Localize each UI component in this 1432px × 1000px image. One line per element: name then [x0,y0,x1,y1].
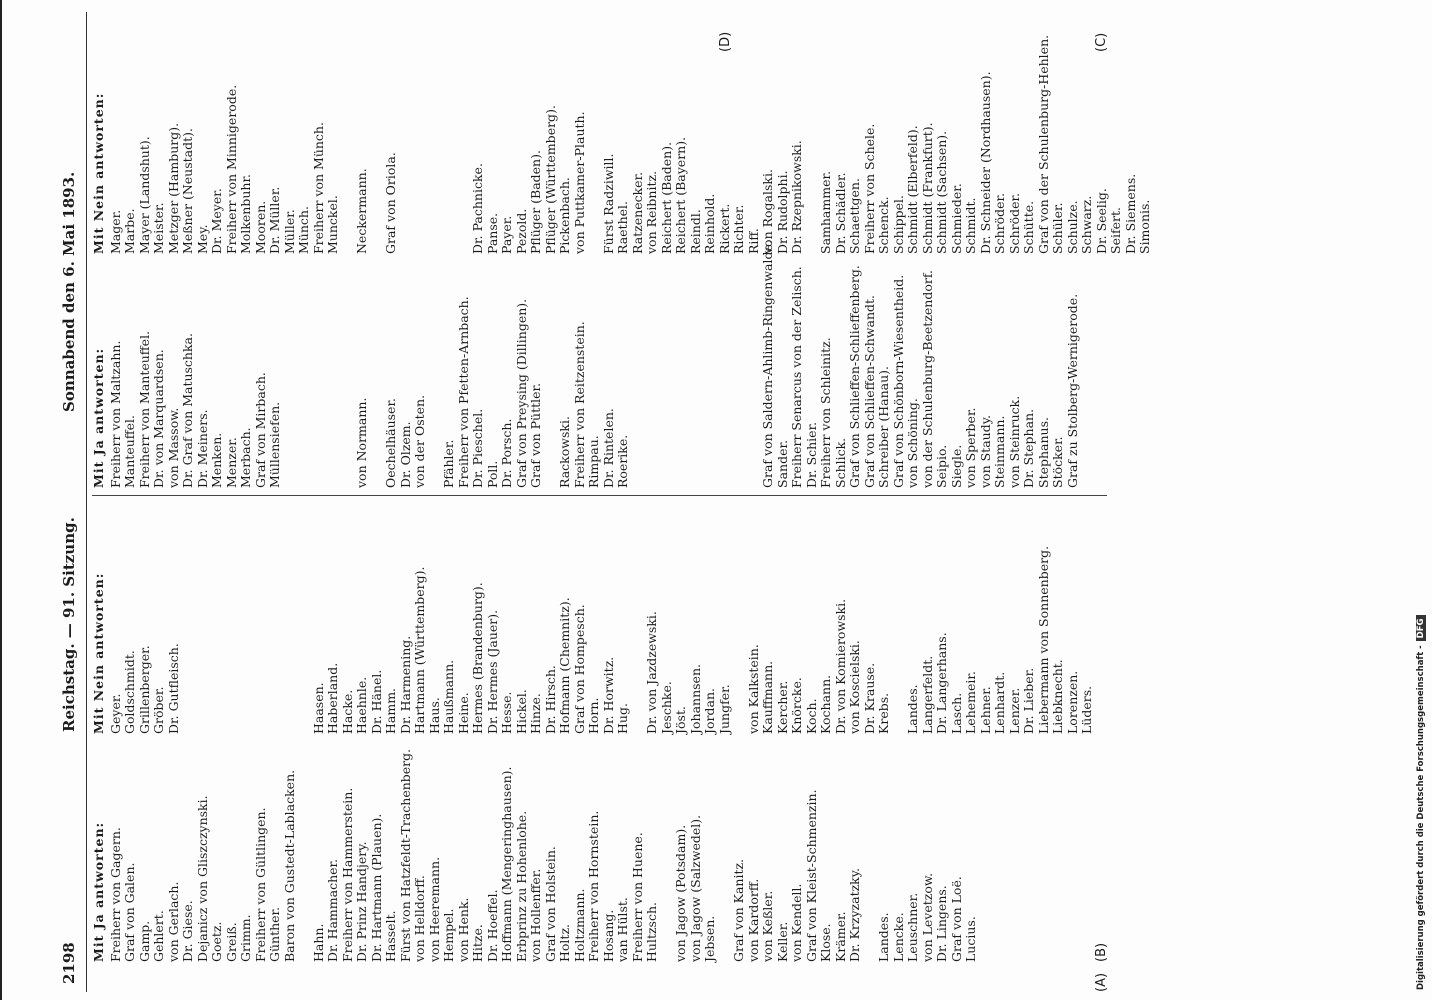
list-item: Dr. Langerhans. [934,632,949,734]
list-item: Hacke. [339,689,355,734]
page-number: 2198 [60,942,78,984]
list-item: Langerfeldt. [919,655,935,734]
list-item: Hahn. [310,923,326,962]
list-item: Lenzer. [1006,687,1022,734]
list-item: Liebermann von Sonnenberg. [1035,545,1051,734]
page-header [58,12,86,992]
list-item: von Levetzow. [919,872,935,962]
list-item: Graf von Kanitz. [731,858,746,962]
list-item: Freiherr von Minnigerode. [223,84,239,254]
list-item: Oechelhäuser. [383,397,398,488]
list-item: Schmieder. [948,183,964,254]
list-item: Steinmann. [992,415,1007,488]
list-item: Stephanus. [1035,417,1051,488]
list-item: Hinze. [528,693,543,734]
list-item: Graf von Püttler. [528,382,543,488]
list-item: Reinhold. [702,193,717,254]
list-item: Hultzsch. [644,902,659,962]
list-item: Freiherr von Hammerstein. [339,787,355,962]
list-item: Greiß. [223,922,239,962]
name-block [109,268,283,488]
list-item: von Schöning. [905,398,920,488]
name-block [674,742,718,962]
list-item: Freiherr Senarcus von der Zelisch. [789,266,804,488]
list-item: Poll. [484,460,500,488]
list-item: Menzer. [223,437,239,488]
credit-text: Digitalisierung gefördert durch die Deutsche Forschungsgemeinschaft - [1416,645,1426,990]
list-item: Dr. Hammacher. [325,858,340,962]
list-item: Fürst von Hatzfeldt-Trachenberg. [397,748,413,962]
list-item: Mey. [194,224,210,254]
list-item: von Kendell. [789,883,804,962]
name-block [558,268,631,488]
list-item: Freiherr von Pfetten-Arnbach. [455,296,471,488]
list-item: Gehlert. [151,910,166,962]
name-block [109,34,341,254]
list-item: Graf zu Stolberg-Wernigerode. [1064,293,1080,488]
list-item: Dr. Lieber. [1021,667,1036,734]
list-item: Richter. [731,204,746,254]
list-item: Metzger (Hamburg). [165,122,181,254]
list-item: Roerike. [615,434,630,488]
list-item: Dr. Gutfleisch. [165,643,181,734]
list-item: Sander. [774,439,790,488]
list-item: Merbach. [238,427,253,488]
name-block [355,268,370,488]
list-item: Hempel. [441,908,456,962]
list-item: Dr. Krzyzatzky. [847,867,862,962]
list-item: Hitze. [470,924,485,962]
list-item: Rickert. [716,203,732,254]
list-item: Schmidt (Frankfurt). [919,122,935,254]
list-item: Kercher. [774,680,790,734]
list-item: Schaettgen. [847,178,862,254]
list-item: Pezold. [513,208,529,254]
list-item: Dr. Pieschel. [470,408,485,488]
list-item: Haußmann. [441,659,456,734]
list-item: von Helldorff. [412,875,427,962]
column-gap [413,34,471,254]
list-item: Jordan. [702,688,717,734]
list-item: Dr. von Marquardsen. [151,349,166,488]
list-item: Dr. Porsch. [499,418,514,488]
list-item: Kauffmann. [760,660,775,734]
list-item: Freiherr von Maltzahn. [107,340,123,488]
name-block [760,240,1080,488]
list-item: Pflüger (Württemberg). [542,105,558,254]
list-item: Dr. Giese. [180,900,195,962]
list-item: Horn. [586,697,601,734]
list-item: Dr. Schädler. [832,172,848,254]
list-item: Lucius. [963,916,978,962]
list-item: Knörcke. [789,677,804,734]
list-item: Geyer. [107,693,123,734]
list-item: Klose. [818,923,833,962]
list-item: Graf von Schlieffen-Schlieffenberg. [847,265,862,488]
list-item: Dr. Schier. [803,421,819,488]
list-item: Hickel. [513,689,529,734]
list-item: Dr. Hoeffel. [484,889,500,962]
list-item: Holtz. [557,923,572,962]
list-item: Graf von Holstein. [542,846,558,962]
list-item: Munckel. [325,195,340,254]
list-item: Lenhardt. [992,671,1007,734]
list-item: Dr. Meyer. [209,188,224,254]
list-item: von Staudy. [977,414,993,488]
column-heading: Mit Ja antworten: [91,347,106,488]
list-item: Hasselt. [383,910,398,962]
name-block [109,514,182,734]
list-item: Graf von Saldern-Ahlimb-Ringenwalde. [760,240,775,488]
column-gap [645,268,761,488]
list-item: von der Schulenburg-Beetzendorf. [919,269,935,488]
scan-edge-line [0,0,2,1000]
list-item: van Hülst. [615,897,630,962]
name-block [645,514,732,734]
column-heading: Mit Nein antworten: [91,572,106,734]
list-item: Schmidt (Elberfeld). [905,125,920,254]
list-item: Haus. [426,697,442,734]
list-item: Hofmann (Chemnitz). [557,597,572,734]
list-item: Hermes (Brandenburg). [470,582,485,734]
list-item: Freiherr von Gagern. [107,827,123,962]
list-item: von Normann. [354,397,369,488]
list-item: Dr. Schneider (Nordhausen). [977,71,993,254]
list-item: Freiherr von Münch. [310,122,326,254]
list-item: Reichert (Baden). [658,141,674,254]
list-item: Haehnle. [354,676,369,734]
dfg-logo: DFG [1416,615,1426,641]
list-item: Dr. Siemens. [1122,173,1138,254]
name-block [600,31,805,254]
list-item: Ratzenecker. [629,171,645,254]
list-item: Baron von Gustedt-Lablacken. [281,769,297,962]
list-item: Panse. [484,212,500,254]
list-item: Meßner (Neustadt). [180,128,195,254]
session-date: Sonnabend den 6. Mai 1893. [60,171,78,412]
list-item: Lasch. [948,692,964,734]
name-block [877,742,979,962]
list-item: von Heeremann. [426,856,442,962]
column-nein-2 [91,31,1167,254]
list-item: Hesse. [499,691,514,734]
list-item: von Kardorff. [745,878,761,962]
list-item: Keller. [774,921,790,962]
list-item: Dr. Hermes (Jauer). [484,609,500,734]
list-item: Dr. Prinz Handjery. [354,841,369,962]
list-item: Schüler. [1050,202,1065,254]
list-item: Graf von Hompesch. [571,604,587,734]
name-block [384,34,399,254]
list-item: Müller. [281,209,297,254]
list-item: Graf von Loë. [948,876,964,962]
list-item: von Jagow (Potsdam). [673,824,688,962]
list-item: Goetz. [209,921,224,962]
list-item: Graf von der Schulenburg-Hehlen. [1035,34,1051,254]
list-item: Grillenberger. [136,645,152,734]
list-item: Dr. Meiners. [194,409,210,488]
list-item: Pickenbach. [557,177,572,254]
list-item: Hosang. [600,909,616,962]
list-item: Hamm. [383,687,398,734]
list-item: Hoffmann (Mengeringhausen). [499,766,514,962]
list-item: Graf von Kleist-Schmenzin. [803,789,819,962]
list-item: Dr. Seelig. [1093,188,1109,254]
list-item: Dr. Olzem. [397,421,413,488]
list-item: Graf von Schönborn-Wiesentheid. [890,274,906,488]
list-item: Johannsen. [687,664,703,734]
list-item: Schütte. [1021,200,1036,254]
list-item: Dr. Horwitz. [600,656,616,734]
list-item: Freiherr von Reitzenstein. [571,321,587,488]
list-item: von Henk. [455,897,471,962]
list-item: Dr. Müller. [267,186,282,254]
list-item: Kochann. [818,674,833,734]
list-item: Graf von Galen. [122,862,137,962]
list-item: Münch. [296,206,311,254]
list-item: Graf von Mirbach. [252,372,268,488]
list-item: Mager. [107,209,123,254]
list-item: Rimpau. [586,435,601,488]
header-rule [86,12,87,992]
digitization-credit [1416,615,1426,990]
list-item: Reindl. [687,209,703,254]
name-block [312,514,631,734]
column-gap [196,514,312,734]
list-item: von Sperber. [963,407,978,488]
list-item: Freiherr von Schleinitz. [818,337,833,488]
list-item: Liebknecht. [1050,659,1065,734]
list-item: Dr. Krause. [861,662,877,734]
list-item: Reichert (Bayern). [673,136,688,254]
list-item: Dr. Rintelen. [600,408,616,488]
name-block [747,514,892,734]
list-item: Graf von Preysing (Dillingen). [513,298,529,488]
list-item: Lehemeir. [963,671,978,734]
list-item: Mooren. [252,200,268,254]
column-gap [297,268,355,488]
list-item: Freiherr von Hornstein. [586,810,601,962]
margin-marker-d: (D) [718,31,733,52]
name-block [442,268,544,488]
list-item: Freiherr von Manteuffel. [136,330,152,488]
list-item: Jöst. [673,706,688,734]
list-item: Leuschner. [905,892,920,962]
margin-marker-b: (B) [1094,942,1109,962]
list-item: Freiherr von Gültlingen. [252,807,268,962]
column-divider [92,495,1107,496]
list-item: Dr. Hartmann (Plauen). [368,813,384,962]
column-heading: Mit Ja antworten: [91,821,106,962]
list-item: Jebsen. [702,915,717,962]
list-item: von Rogalski. [760,169,775,254]
list-item: von Gerlach. [165,881,181,962]
list-item: Dr. Graf von Matuschka. [180,333,195,488]
list-item: Samhammer. [818,170,833,254]
list-item: Dr. Harmening. [397,635,413,734]
list-item: Seipio. [934,444,949,488]
list-item: Dr. Rudolphi. [774,170,790,254]
list-item: Manteuffel. [122,414,137,488]
list-item: von Hollenffer. [528,868,543,962]
name-block [355,34,370,254]
list-item: Hug. [615,703,630,734]
list-item: Jeschke. [658,681,674,734]
list-item: Landes. [905,684,920,734]
list-item: Gamp. [136,920,152,962]
list-item: von Reibnitz. [644,170,659,254]
list-item: Jungfer. [716,684,732,734]
list-item: Pflüger (Baden). [528,150,543,254]
list-item: Freiherr von Schele. [861,123,877,254]
list-item: Riff. [745,228,761,254]
list-item: Schmidt. [963,197,978,254]
name-block [312,742,660,962]
list-item: Gröber. [151,686,166,734]
name-block [471,34,587,254]
list-item: Fürst Radziwill. [600,153,616,254]
list-item: Lorenzen. [1064,670,1080,734]
list-item: Dr. Stephan. [1021,408,1036,488]
column-ja-1 [92,742,993,962]
list-item: Molkenbuhr. [238,173,253,254]
list-item: Freiherr von Huene. [629,832,645,962]
list-item: von der Osten. [412,394,427,488]
list-item: Marbe. [122,208,137,254]
list-item: Schlick. [832,437,848,488]
list-item: Dr. Hänel. [368,669,384,734]
session-title: Reichstag. — 91. Sitzung. [60,517,78,732]
list-item: Landes. [876,912,891,962]
list-item: Krebs. [876,692,891,734]
list-item: Erbprinz zu Hohenlohe. [513,810,529,962]
name-block [819,34,1153,254]
list-item: Schmidt (Sachsen). [934,130,949,254]
list-item: Raethel. [615,201,630,254]
list-item: Krämer. [832,911,848,962]
list-item: Hartmann (Württemberg). [412,566,427,734]
list-item: Lüders. [1079,685,1094,734]
list-item: von Puttkamer-Plauth. [571,111,587,254]
list-item: Heine. [455,692,471,734]
list-item: Lencke. [890,912,906,962]
list-item: von Steinruck. [1006,395,1022,488]
list-item: von Massow. [165,407,181,488]
list-item: Graf von Oriola. [383,152,398,254]
list-item: Schröder. [992,192,1007,254]
list-item: Koch. [803,698,819,734]
list-item: Schröder. [1006,192,1022,254]
rotated-page-content [58,12,1152,992]
list-item: von Keßler. [760,890,775,962]
list-item: Lehner. [977,686,993,734]
list-item: Dejanicz von Gliszczynski. [194,795,210,962]
list-item: Schreiber (Hanau). [876,366,891,488]
list-item: Dr. von Komierowski. [832,598,848,734]
list-item: von Kalkstein. [745,644,761,734]
list-item: Dr. Pachnicke. [470,163,485,254]
list-item: Meister. [151,202,166,254]
margin-marker-c: (C) [1094,32,1109,52]
list-item: Graf von Schlieffen-Schwandt. [861,295,877,488]
list-item: Neckermann. [354,168,369,254]
list-item: Müllensiefen. [267,401,282,488]
list-item: Siegle. [948,444,964,488]
list-item: Seifert. [1108,207,1123,254]
list-item: Dr. von Jazdzewski. [644,611,659,734]
list-item: Dr. Lingens. [934,885,949,962]
margin-marker-a: (A) [1094,972,1109,992]
list-item: Günther. [267,906,282,962]
name-block [109,742,298,962]
list-item: von Koscielski. [847,640,862,734]
column-heading: Mit Nein antworten: [91,92,106,254]
list-item: Pfähler. [441,439,456,488]
list-item: Schippel. [890,195,906,254]
list-item: Dr. Hirsch. [542,665,558,734]
list-item: Mayer (Landshut). [136,136,152,254]
column-nein-1 [92,514,1109,734]
name-block [906,514,1095,734]
list-item: Schulze. [1064,200,1080,254]
name-block [732,742,863,962]
list-item: Schenck. [876,196,891,254]
list-item: Grimm. [238,914,253,962]
list-item: Schwarz. [1079,195,1094,254]
list-item: Menken. [209,432,224,488]
name-block [384,268,428,488]
list-item: Simonis. [1137,199,1152,254]
list-item: Stöcker. [1050,436,1065,488]
list-item: Goldschmidt. [122,650,137,734]
list-item: Rackowski. [557,416,572,488]
list-item: von Jagow (Salzwedel). [687,814,703,962]
list-item: Dr. Rzepnikowski. [789,140,804,254]
list-item: Holtzmann. [571,888,587,962]
list-item: Haberland. [325,662,340,734]
list-item: Haasen. [310,682,326,734]
list-item: Payer. [499,215,514,254]
